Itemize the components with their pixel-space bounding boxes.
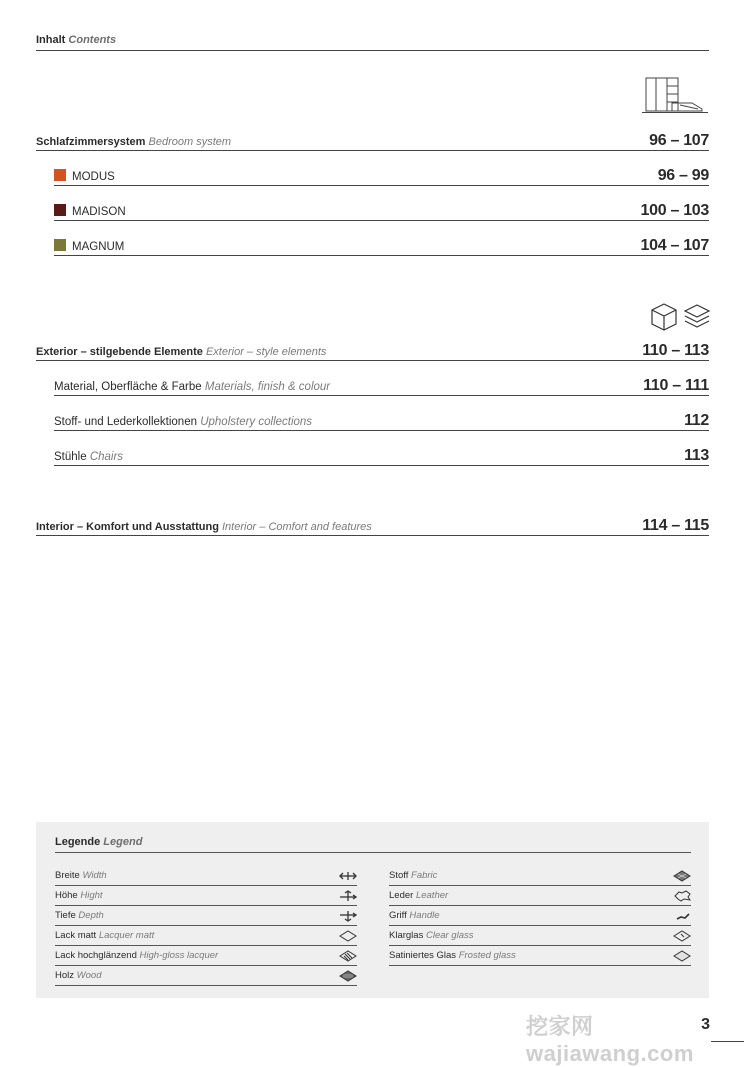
section-label: Exterior – stilgebende Elemente	[36, 346, 203, 358]
leather-icon	[673, 890, 691, 902]
depth-icon	[339, 910, 357, 922]
lacquer-matt-icon	[339, 930, 357, 942]
section-label-en: Interior – Comfort and features	[221, 521, 372, 533]
page-header	[36, 34, 709, 51]
toc-section-interior[interactable]	[36, 510, 709, 536]
item-pages: 112	[684, 412, 709, 429]
legend-item-height: Höhe Hight	[55, 886, 357, 906]
section-label: Interior – Komfort und Ausstattung	[36, 521, 219, 533]
item-pages: 100 – 103	[640, 202, 709, 219]
legend-title: Legende Legend	[55, 836, 691, 853]
section-label-en: Bedroom system	[148, 136, 232, 148]
header-title-en: Contents	[68, 34, 117, 46]
item-label-en: Upholstery collections	[200, 416, 313, 428]
item-label: MADISON	[72, 206, 126, 218]
legend-item-frosted-glass: Satiniertes Glas Frosted glass	[389, 946, 691, 966]
toc-item-chairs[interactable]	[54, 440, 709, 466]
legend-item-wood: Holz Wood	[55, 966, 357, 986]
cube-icon	[650, 302, 678, 332]
width-icon	[339, 870, 357, 882]
section-pages: 110 – 113	[642, 342, 709, 359]
modus-swatch	[54, 169, 66, 181]
section-pages: 96 – 107	[649, 132, 709, 149]
legend-item-depth: Tiefe Depth	[55, 906, 357, 926]
frosted-glass-icon	[673, 950, 691, 962]
toc-item-magnum[interactable]	[54, 230, 709, 256]
handle-icon	[673, 910, 691, 922]
section-pages: 114 – 115	[642, 517, 709, 534]
item-label: MODUS	[72, 171, 115, 183]
toc-item-upholstery[interactable]	[54, 405, 709, 431]
item-pages: 110 – 111	[643, 377, 709, 394]
layers-icon	[683, 303, 711, 333]
legend-item-leather: Leder Leather	[389, 886, 691, 906]
fabric-icon	[673, 870, 691, 882]
toc-section-bedroom[interactable]	[36, 126, 709, 151]
item-pages: 104 – 107	[640, 237, 709, 254]
item-label-en: Materials, finish & colour	[204, 381, 331, 393]
item-label: Material, Oberfläche & Farbe	[54, 381, 202, 393]
legend-item-lacquer-matt: Lack matt Lacquer matt	[55, 926, 357, 946]
section-label: Schlafzimmersystem	[36, 136, 146, 148]
item-pages: 96 – 99	[657, 167, 709, 184]
legend-box	[36, 822, 709, 998]
toc-item-modus[interactable]	[54, 160, 709, 186]
page-number: 3	[701, 1016, 710, 1033]
section-label-en: Exterior – style elements	[205, 346, 327, 358]
legend-item-width: Breite Width	[55, 866, 357, 886]
toc-section-exterior[interactable]	[36, 336, 709, 361]
legend-item-gloss-lacquer: Lack hochglänzend High-gloss lacquer	[55, 946, 357, 966]
clear-glass-icon	[673, 930, 691, 942]
item-pages: 113	[684, 447, 709, 464]
toc-item-madison[interactable]	[54, 195, 709, 221]
item-label-en: Chairs	[89, 451, 124, 463]
toc-item-materials[interactable]	[54, 370, 709, 396]
item-label: Stühle	[54, 451, 87, 463]
gloss-lacquer-icon	[339, 950, 357, 962]
watermark: 挖家网 wajiawang.com	[526, 1014, 694, 1066]
legend-item-handle: Griff Handle	[389, 906, 691, 926]
magnum-swatch	[54, 239, 66, 251]
wood-icon	[339, 970, 357, 982]
header-title: Inhalt	[36, 34, 66, 46]
madison-swatch	[54, 204, 66, 216]
legend-item-fabric: Stoff Fabric	[389, 866, 691, 886]
height-icon	[339, 890, 357, 902]
page-number-rule	[711, 1041, 744, 1042]
item-label: Stoff- und Lederkollektionen	[54, 416, 197, 428]
legend-item-clear-glass: Klarglas Clear glass	[389, 926, 691, 946]
wardrobe-bed-icon	[642, 76, 708, 114]
item-label: MAGNUM	[72, 241, 125, 253]
